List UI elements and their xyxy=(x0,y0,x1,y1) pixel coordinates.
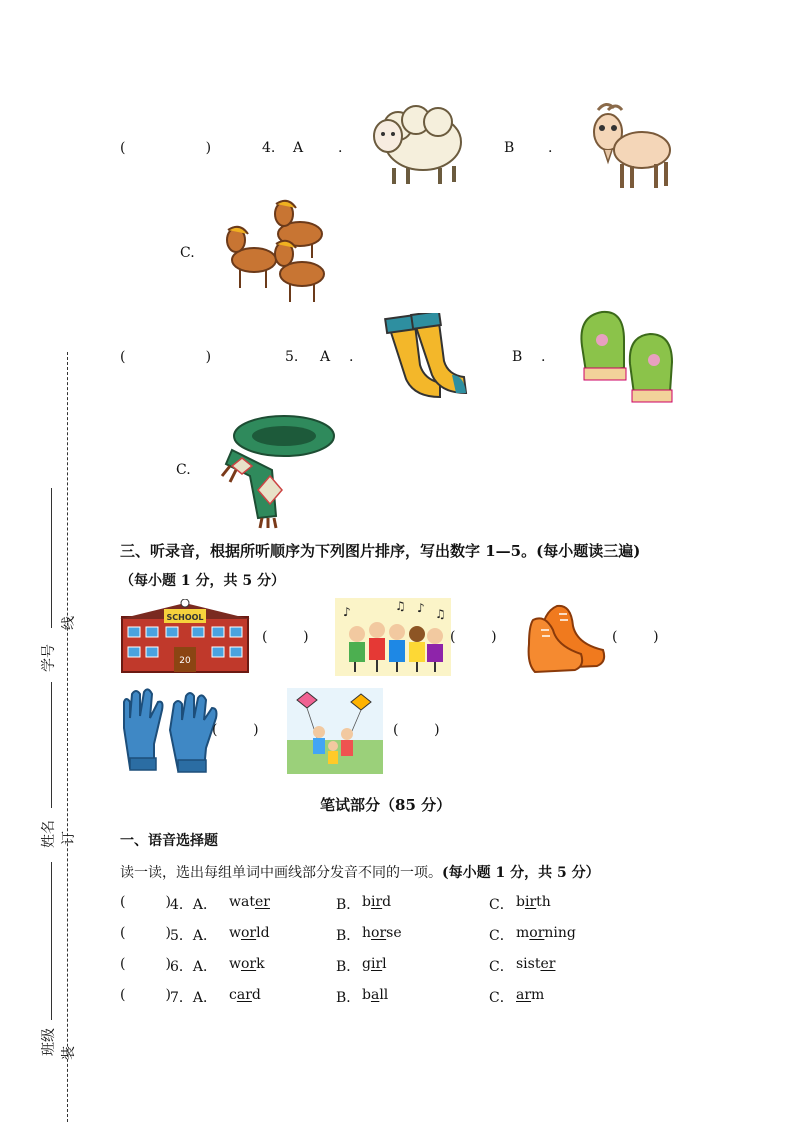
instruction-text: 读一读，选出每组单词中画线部分发音不同的一项。 xyxy=(120,865,442,881)
school-door-number: 20 xyxy=(179,656,191,666)
svg-text:♫: ♫ xyxy=(435,607,446,621)
question-row xyxy=(0,894,794,920)
svg-text:♪: ♪ xyxy=(343,605,351,619)
binding-mark-ding: 订 xyxy=(61,831,77,845)
shoes-icon[interactable] xyxy=(527,600,607,676)
q4-answer-paren[interactable]: ( ) xyxy=(120,140,212,156)
option-b-word: girl xyxy=(362,956,387,972)
order-paren-kites[interactable]: ( ) xyxy=(393,722,440,738)
section-1-title: 一、语音选择题 xyxy=(120,833,218,849)
q4-option-a-dot: . xyxy=(338,140,343,156)
order-paren-shoes[interactable]: ( ) xyxy=(612,629,659,645)
class-label: 班级 xyxy=(41,1028,57,1056)
q5-answer-paren[interactable]: ( ) xyxy=(120,349,212,365)
option-a-word: world xyxy=(229,925,270,941)
q5-option-c-label: C. xyxy=(176,462,191,478)
binding-mark-zhuang: 装 xyxy=(61,1046,77,1060)
school-icon[interactable] xyxy=(120,599,250,674)
option-c-word: sister xyxy=(516,956,556,972)
q4-option-a-label: A xyxy=(293,140,304,156)
option-c-word: morning xyxy=(516,925,576,941)
option-c-label: C． xyxy=(489,959,514,975)
school-sign-text: SCHOOL xyxy=(166,613,204,622)
q5-option-b-label: B xyxy=(512,349,523,365)
question-answer-paren[interactable]: ( ) xyxy=(120,987,171,1003)
q4-option-b-dot: . xyxy=(548,140,553,156)
q4-option-c-label: C. xyxy=(180,245,195,261)
section-1-instruction xyxy=(120,862,600,882)
option-b-label: B． xyxy=(336,959,361,975)
sheep-icon[interactable] xyxy=(368,96,468,188)
instruction-score: (每小题 1 分，共 5 分） xyxy=(442,865,600,881)
section-3-title: 三、听录音，根据所听顺序为下列图片排序，写出数字 1—5。(每小题读三遍) xyxy=(120,542,641,560)
binding-mark-xian: 线 xyxy=(61,616,77,630)
written-part-heading: 笔试部分（85 分） xyxy=(320,796,452,814)
question-answer-paren[interactable]: ( ) xyxy=(120,956,171,972)
question-number: 5．A． xyxy=(170,928,218,944)
option-b-word: bird xyxy=(362,894,392,910)
option-b-label: B． xyxy=(336,990,361,1006)
option-b-label: B． xyxy=(336,897,361,913)
section-3-subtitle: （每小题 1 分，共 5 分） xyxy=(120,573,285,589)
gloves-icon[interactable] xyxy=(118,688,218,776)
option-a-word: water xyxy=(229,894,270,910)
order-paren-school[interactable]: ( ) xyxy=(262,629,309,645)
socks-icon[interactable] xyxy=(384,313,470,401)
question-answer-paren[interactable]: ( ) xyxy=(120,925,171,941)
q5-option-a-label: A xyxy=(320,349,331,365)
question-row xyxy=(0,987,794,1013)
option-c-label: C． xyxy=(489,928,514,944)
q4-option-b-label: B xyxy=(504,140,515,156)
svg-text:♫: ♫ xyxy=(395,599,406,613)
question-number: 7．A． xyxy=(170,990,218,1006)
question-row xyxy=(0,956,794,982)
option-c-word: birth xyxy=(516,894,551,910)
option-c-label: C． xyxy=(489,990,514,1006)
option-b-word: ball xyxy=(362,987,389,1003)
q5-option-a-dot: . xyxy=(349,349,354,365)
goat-icon[interactable] xyxy=(576,100,676,192)
order-paren-gloves[interactable]: ( ) xyxy=(212,722,259,738)
option-c-label: C． xyxy=(489,897,514,913)
option-b-word: horse xyxy=(362,925,402,941)
name-blank[interactable] xyxy=(51,682,52,808)
option-b-label: B． xyxy=(336,928,361,944)
question-row xyxy=(0,925,794,951)
order-paren-singing[interactable]: ( ) xyxy=(450,629,497,645)
children-singing-icon[interactable] xyxy=(335,598,451,676)
q4-number: 4. xyxy=(262,140,276,156)
svg-text:♪: ♪ xyxy=(417,601,425,615)
option-c-word: arm xyxy=(516,987,545,1003)
kids-flying-kites-icon[interactable] xyxy=(287,688,383,774)
mittens-icon[interactable] xyxy=(574,306,678,406)
question-number: 6．A． xyxy=(170,959,218,975)
student-id-blank[interactable] xyxy=(51,488,52,628)
q5-number: 5. xyxy=(285,349,299,365)
question-answer-paren[interactable]: ( ) xyxy=(120,894,171,910)
question-number: 4．A． xyxy=(170,897,218,913)
option-a-word: work xyxy=(229,956,265,972)
q5-option-b-dot: . xyxy=(541,349,546,365)
option-a-word: card xyxy=(229,987,261,1003)
student-id-label: 学号 xyxy=(41,644,57,672)
scarf-icon[interactable] xyxy=(212,406,338,530)
name-label: 姓名 xyxy=(41,820,57,848)
horses-icon[interactable] xyxy=(212,198,342,308)
